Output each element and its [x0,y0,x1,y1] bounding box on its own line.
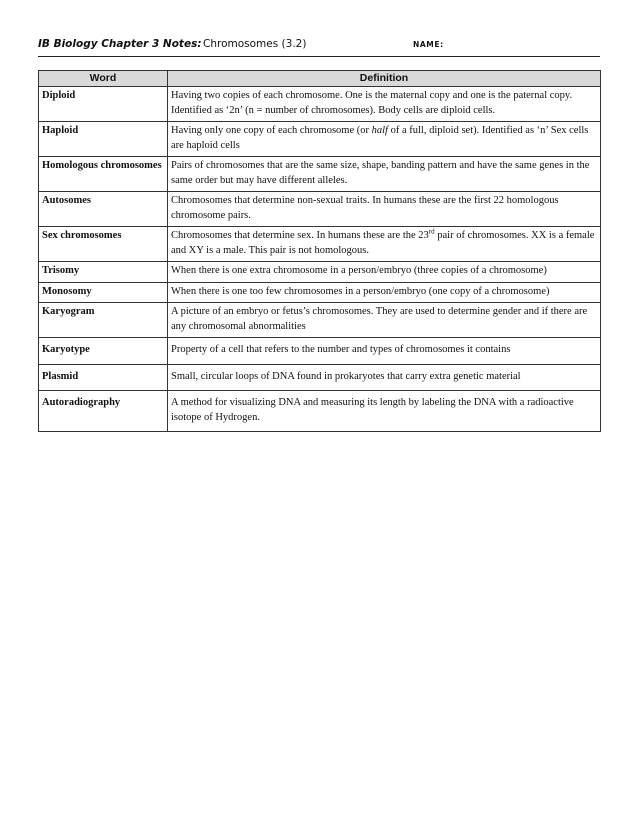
title-course: IB Biology Chapter 3 Notes: [38,38,202,50]
term-monosomy: Monosomy [39,282,168,303]
definition-plasmid: Small, circular loops of DNA found in prokaryotes that carry extra genetic material [168,364,601,391]
definition-homologous-chromosomes: Pairs of chromosomes that are the same size, shape, banding pattern and have the same genes in the same order but may have different alleles. [168,157,601,192]
definition-superscript: rd [428,227,435,236]
term-karyogram: Karyogram [39,303,168,338]
table-row [39,282,601,303]
term-autosomes: Autosomes [39,192,168,227]
vocabulary-table [38,70,601,432]
table-row [39,303,601,338]
definition-emphasis: half [371,125,388,136]
page-header [38,36,600,52]
definition-autoradiography: A method for visualizing DNA and measuring its length by labeling the DNA with a radioactive isotope of Hydrogen. [168,391,601,432]
term-plasmid: Plasmid [39,364,168,391]
header-divider [38,56,600,57]
term-trisomy: Trisomy [39,262,168,283]
column-header-word: Word [39,71,168,87]
table-row [39,391,601,432]
definition-monosomy: When there is one too few chromosomes in a person/embryo (one copy of a chromosome) [168,282,601,303]
definition-text: pair of chromosomes. XX is a female and XY is a male. This pair is not homologous. [171,230,595,256]
table-row [39,87,601,122]
term-sex-chromosomes: Sex chromosomes [39,227,168,262]
name-label: NAME: [413,40,444,49]
table-row [39,364,601,391]
table-row [39,122,601,157]
table-header-row [39,71,601,87]
table-row [39,157,601,192]
definition-text: of a full, diploid set). Identified as ‘n’ Sex cells are haploid cells [171,125,589,151]
term-haploid: Haploid [39,122,168,157]
column-header-definition: Definition [168,71,601,87]
definition-diploid: Having two copies of each chromosome. One is the maternal copy and one is the paternal copy. Identified as ‘2n’ (n = number of chromosomes). Body cells are diploid cells. [168,87,601,122]
table-row [39,192,601,227]
definition-autosomes: Chromosomes that determine non-sexual traits. In humans these are the first 22 homologous chromosome pairs. [168,192,601,227]
definition-text: Having only one copy of each chromosome (or [171,125,372,136]
table-row [39,338,601,365]
term-diploid: Diploid [39,87,168,122]
definition-karyogram: A picture of an embryo or fetus’s chromosomes. They are used to determine gender and if there are any chromosomal abnormalities [168,303,601,338]
definition-sex-chromosomes [168,227,601,262]
term-homologous-chromosomes: Homologous chromosomes [39,157,168,192]
term-karyotype: Karyotype [39,338,168,365]
table-row [39,227,601,262]
definition-karyotype: Property of a cell that refers to the number and types of chromosomes it contains [168,338,601,365]
definition-trisomy: When there is one extra chromosome in a person/embryo (three copies of a chromosome) [168,262,601,283]
title-topic: Chromosomes (3.2) [203,38,307,50]
table-row [39,262,601,283]
definition-haploid [168,122,601,157]
definition-text: Chromosomes that determine sex. In humans these are the 23 [171,230,429,241]
term-autoradiography: Autoradiography [39,391,168,432]
